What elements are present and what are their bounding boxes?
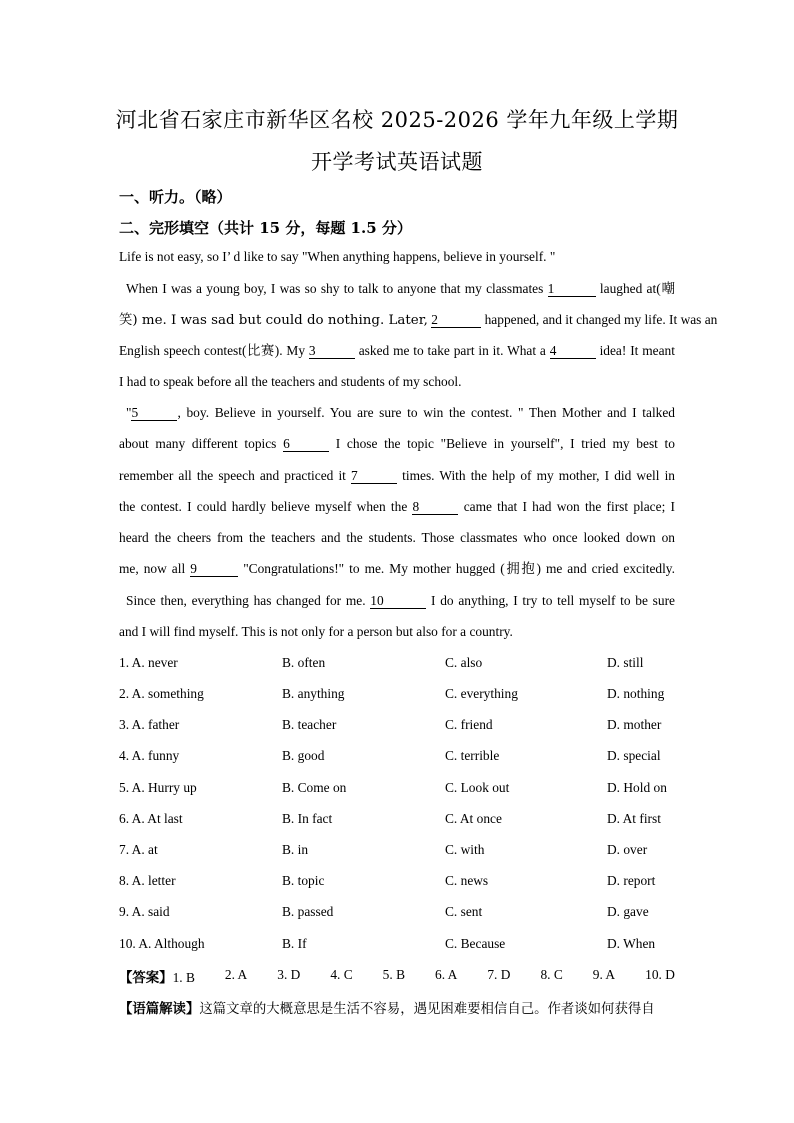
blank-8: 8 [412,500,458,515]
option-b: B. Come on [282,780,347,795]
passage-line: Since then, everything has changed for me. 10 I do anything, I try to tell myself to be sure [126,593,675,608]
option-d: D. special [607,748,661,763]
passage-line: When I was a young boy, I was so shy to talk to anyone that my classmates 1 laughed at(嘲 [126,281,675,296]
answer-item: 9. A [592,967,616,982]
title-line-2: 开学考试英语试题 [311,150,483,174]
option-c: C. news [445,873,489,888]
option-b: B. topic [282,873,325,888]
passage-line: 笑) me. I was sad but could do nothing. Later, 2 happened, and it changed my life. It was an [119,312,718,328]
blank-10: 10 [370,594,426,609]
option-d: D. over [607,842,648,857]
option-a: 3. A. father [119,717,180,732]
option-d: D. At first [607,811,661,826]
blank-4: 4 [550,344,596,359]
option-c: C. with [445,842,485,857]
option-c: C. At once [445,811,502,826]
blank-1: 1 [548,282,596,297]
passage-line: "5 , boy. Believe in yourself. You are sure to win the contest. " Then Mother and I talked [126,405,675,420]
passage-line: Life is not easy, so I’ d like to say "When anything happens, believe in yourself. " [119,249,556,264]
option-c: C. sent [445,904,483,919]
answer-item: 6. A [435,967,458,982]
option-b: B. anything [282,686,345,701]
option-d: D. mother [607,717,662,732]
option-d: D. gave [607,904,649,919]
title-line-1: 河北省石家庄市新华区名校 2025-2026 学年九年级上学期 [115,108,679,132]
answer-label: 【答案】 [119,970,173,986]
answer-label-group [119,967,195,986]
answer-key [119,967,675,986]
option-a: 4. A. funny [119,748,180,763]
option-a: 9. A. said [119,904,170,919]
option-b: B. good [282,748,325,763]
answer-item: 2. A [224,967,248,982]
option-d: D. report [607,873,656,888]
option-a: 1. A. never [119,655,178,670]
option-c: C. terrible [445,748,500,763]
answer-item: 8. C [540,967,563,982]
blank-3: 3 [309,344,355,359]
passage-line: about many different topics 6 I chose the topic "Believe in yourself", I tried my best to [119,436,675,451]
option-c: C. everything [445,686,518,701]
blank-7: 7 [351,469,397,484]
option-a: 10. A. Although [119,936,205,951]
blank-6: 6 [283,437,329,452]
passage-line: and I will find myself. This is not only for a person but also for a country. [119,624,513,639]
option-d: D. When [607,936,656,951]
passage-line: me, now all 9 "Congratulations!" to me. My mother hugged (拥抱) me and cried excitedly. [119,561,675,576]
answer-item: 4. C [330,967,353,982]
option-b: B. often [282,655,326,670]
option-a: 8. A. letter [119,873,176,888]
answer-item: 3. D [277,967,301,982]
answer-item: 5. B [382,967,405,982]
option-d: D. nothing [607,686,665,701]
blank-9: 9 [190,562,238,577]
passage-line: remember all the speech and practiced it 7 times. With the help of my mother, I did well in [119,468,675,483]
section-cloze: 二、完形填空（共计 15 分，每题 1.5 分） [119,219,412,237]
option-c: C. also [445,655,483,670]
analysis [119,998,675,1017]
passage-line: I had to speak before all the teachers and students of my school. [119,374,462,389]
blank-2: 2 [431,313,481,328]
option-b: B. in [282,842,309,857]
option-b: B. If [282,936,307,951]
option-a: 6. A. At last [119,811,183,826]
analysis-text: 这篇文章的大概意思是生活不容易，遇见困难要相信自己。作者谈如何获得自 [199,1002,655,1017]
option-b: B. In fact [282,811,333,826]
blank-5: 5 [131,406,177,421]
option-b: B. teacher [282,717,337,732]
option-d: D. still [607,655,644,670]
section-listening: 一、听力。（略） [119,188,232,206]
option-c: C. Because [445,936,506,951]
answer-item: 10. D [645,967,675,982]
passage-line: the contest. I could hardly believe myself when the 8 came that I had won the first place; I [119,499,675,514]
option-c: C. friend [445,717,493,732]
option-a: 5. A. Hurry up [119,780,197,795]
passage-line: heard the cheers from the teachers and the students. Those classmates who once looked down on [119,530,675,545]
answer-item: 7. D [487,967,511,982]
passage-line: English speech contest(比赛). My 3 asked me to take part in it. What a 4 idea! It meant [119,343,675,358]
option-a: 2. A. something [119,686,204,701]
answer-item: 1. B [172,970,195,985]
option-d: D. Hold on [607,780,667,795]
option-a: 7. A. at [119,842,158,857]
analysis-label: 【语篇解读】 [119,1001,200,1017]
option-b: B. passed [282,904,334,919]
option-c: C. Look out [445,780,510,795]
